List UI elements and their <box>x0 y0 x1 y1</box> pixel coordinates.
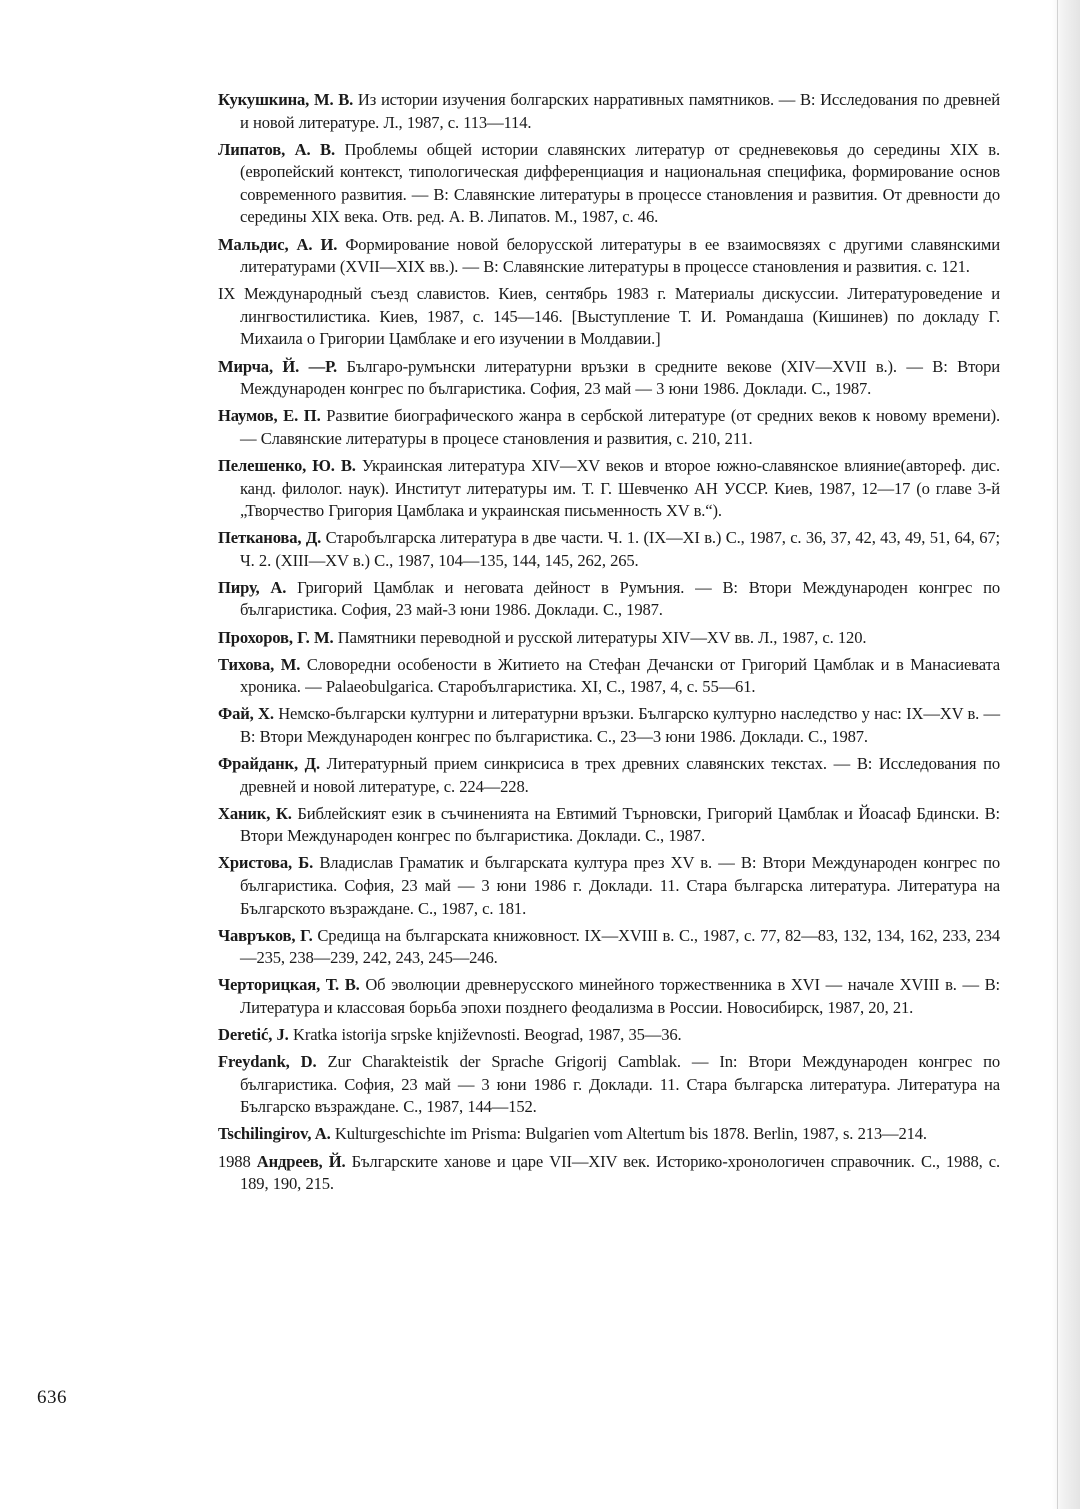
entry-author: Фрайданк, Д. <box>218 754 320 774</box>
entry-text: Об эволюции древнерусского минейного торжественника в XVI — начале XVIII в. — В: Литература и классовая борьба эпохи позднего феодализма в России. Новосибирск, 1987, 20, 21. <box>240 975 1000 1017</box>
entry-text: Българските ханове и царе VII—XIV век. Историко-хронологичен справочник. С., 1988, с. 189, 190, 215. <box>240 1151 1000 1194</box>
bibliography-entry <box>218 703 1000 748</box>
entry-author: Черторицкая, Т. В. <box>218 975 360 995</box>
entry-author: Мирча, Й. —Р. <box>218 356 338 376</box>
entry-text: Zur Charakteistik der Sprache Grigorij Camblak. — In: Втори Международен конгрес по българистика. София, 23 май — 3 юни 1986 г. Доклади. 11. Стара българска литература. Литература на Българско възраждане. С., 1987, 144—152. <box>240 1052 1000 1117</box>
entry-author: Freydank, D. <box>218 1052 317 1072</box>
entry-text: Проблемы общей истории славянских литератур от средневековья до середины XIX в. (европейский контекст, типологическая дифференциация и национальная специфика, формирование основ современного развития. — В: Славянские литературы в процессе становления и развития. От древности до середины XIX века. Отв. ред. А. В. Липатов. М., 1987, с. 46. <box>240 139 1000 227</box>
bibliography-entry <box>218 1151 1000 1196</box>
bibliography-list <box>218 89 1000 1200</box>
entry-text: Григорий Цамблак и неговата дейност в Румъния. — В: Втори Международен конгрес по българистика. София, 23 май-3 юни 1986. Доклади. С., 1987. <box>240 577 1000 620</box>
bibliography-entry <box>218 1051 1000 1119</box>
page-edge-line <box>1057 0 1058 1509</box>
entry-author: Пелешенко, Ю. В. <box>218 455 356 475</box>
entry-author: Чавръков, Г. <box>218 925 313 945</box>
entry-text: Средища на българската книжовност. IX—XVIII в. С., 1987, с. 77, 82—83, 132, 134, 162, 233, 234—235, 238—239, 242, 243, 245—246. <box>240 925 1000 968</box>
entry-text: Kulturgeschichte im Prisma: Bulgarien vom Altertum bis 1878. Berlin, 1987, s. 213—214. <box>330 1124 927 1144</box>
bibliography-entry <box>218 1024 1000 1047</box>
bibliography-entry <box>218 1123 1000 1146</box>
bibliography-entry <box>218 852 1000 920</box>
entry-text: Kratka istorija srpske književnosti. Beograd, 1987, 35—36. <box>288 1025 682 1045</box>
entry-author: Пиру, А. <box>218 577 287 597</box>
bibliography-entry <box>218 89 1000 134</box>
entry-text: Формирование новой белорусской литературы в ее взаимосвязях с другими славянскими литературами (XVII—XIX вв.). — В: Славянские литературы в процессе становления и развития. с. 121. <box>240 234 1000 277</box>
entry-text: Словоредни особености в Житието на Стефан Дечански от Григорий Цамблак и в Манасиевата хроника. — Palaeobulgarica. Старобългаристика. XI, С., 1987, 4, с. 55—61. <box>240 654 1001 697</box>
page-number: 636 <box>37 1387 67 1408</box>
entry-text: Развитие биографического жанра в сербской литературе (от средних веков к новому времени). — Славянские литературы в процесе становления и развития, с. 210, 211. <box>240 406 1000 448</box>
entry-author: Deretić, J. <box>218 1025 289 1045</box>
entry-author: Прохоров, Г. М. <box>218 627 334 647</box>
bibliography-entry <box>218 139 1000 229</box>
entry-text: Литературный прием синкрисиса в трех древних славянских текстах. — В: Исследования по древней и новой литературе, с. 224—228. <box>240 754 1000 796</box>
bibliography-entry <box>218 577 1000 622</box>
bibliography-entry <box>218 803 1000 848</box>
entry-text: Из истории изучения болгарских нарративных памятников. — В: Исследования по древней и новой литературе. Л., 1987, с. 113—114. <box>240 90 1000 132</box>
entry-year: 1988 <box>218 1151 257 1171</box>
entry-author: Tschilingirov, A. <box>218 1124 331 1144</box>
bibliography-entry <box>218 356 1000 401</box>
bibliography-entry <box>218 283 1000 351</box>
entry-author: Наумов, Е. П. <box>218 406 321 426</box>
bibliography-entry <box>218 627 1000 650</box>
entry-text: Немско-български културни и литературни връзки. Българско културно наследство у нас: IX—XV в. — В: Втори Международен конгрес по българистика. С., 23—3 юни 1986. Доклади. С., 1987. <box>240 704 1000 746</box>
entry-text: Памятники переводной и русской литературы XIV—XV вв. Л., 1987, с. 120. <box>333 627 867 647</box>
entry-text: Библейският език в съчиненията на Евтимий Търновски, Григорий Цамблак и Йоасаф Бдински. В: Втори Международен конгрес по българистика. Доклади. С., 1987. <box>240 803 1001 846</box>
bibliography-entry <box>218 654 1000 699</box>
bibliography-entry <box>218 753 1000 798</box>
entry-author: Фай, Х. <box>218 704 274 724</box>
entry-text: Украинская литература XIV—XV веков и второе южно-славянское влияние(автореф. дис. канд. филолог. наук). Институт литературы им. Т. Г. Шевченко АН УССР. Киев, 1987, 12—17 (о главе 3-й „Творчество Григория Цамблака и украинская письменность XV в.“). <box>240 455 1000 521</box>
entry-text: IX Международный съезд славистов. Киев, сентябрь 1983 г. Материалы дискуссии. Литературоведение и лингвостилистика. Киев, 1987, с. 145—146. [Выступление Т. И. Романдаша (Кишинев) по докладу Г. Михаила о Григории Цамблаке и его изучении в Молдавии.] <box>218 284 1000 349</box>
entry-author: Андреев, Й. <box>256 1151 346 1171</box>
bibliography-entry <box>218 455 1000 523</box>
entry-text: Българо-румънски литературни връзки в средните векове (XIV—XVII в.). — В: Втори Международен конгрес по българистика. София, 23 май — 3 юни 1986. Доклади. С., 1987. <box>240 356 1000 399</box>
bibliography-entry <box>218 405 1000 450</box>
entry-author: Тихова, М. <box>218 654 301 674</box>
entry-author: Христова, Б. <box>218 853 314 873</box>
bibliography-entry <box>218 974 1000 1019</box>
entry-author: Кукушкина, М. В. <box>218 90 354 109</box>
bibliography-entry <box>218 527 1000 572</box>
entry-author: Мальдис, А. И. <box>218 234 338 254</box>
bibliography-entry <box>218 925 1000 970</box>
entry-text: Владислав Граматик и българската култура през XV в. — В: Втори Международен конгрес по българистика. София, 23 май — 3 юни 1986 г. Доклади. 11. Стара българска литература. Литература на Българското възраждане. С., 1987, с. 181. <box>240 853 1000 918</box>
bibliography-entry <box>218 234 1000 279</box>
entry-author: Петканова, Д. <box>218 528 322 548</box>
entry-text: Старобългарска литература в две части. Ч. 1. (IX—XI в.) С., 1987, с. 36, 37, 42, 43, 49, 51, 64, 67; Ч. 2. (XIII—XV в.) С., 1987, 104—135, 144, 145, 262, 265. <box>240 528 1000 570</box>
entry-author: Липатов, А. В. <box>218 139 335 159</box>
entry-author: Ханик, К. <box>218 803 292 823</box>
